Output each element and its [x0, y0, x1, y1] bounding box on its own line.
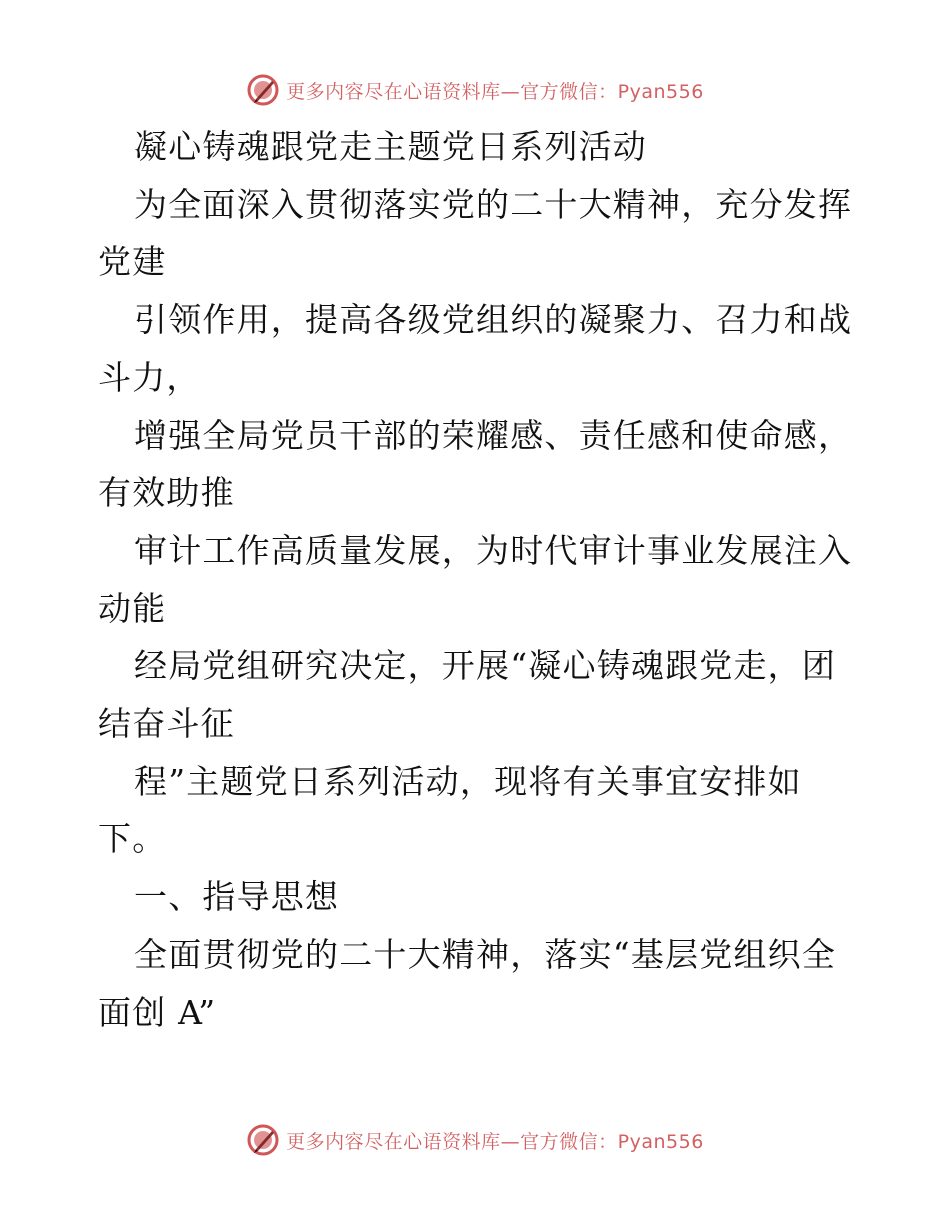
watermark-text: 更多内容尽在心语资料库—官方微信：Pyan556: [286, 1130, 704, 1153]
document-body: [98, 118, 853, 1041]
paragraph-line: 全面贯彻党的二十大精神，落实“基层党组织全面创 A”: [98, 934, 837, 1032]
pen-logo-icon: [246, 73, 280, 107]
paragraph-line: 引领作用，提高各级党组织的凝聚力、召力和战斗力，: [98, 300, 853, 397]
paragraph-line: 程”主题党日系列活动，现将有关事宜安排如下。: [98, 761, 802, 859]
paragraph-line: 为全面深入贯彻落实党的二十大精神，充分发挥党建: [98, 184, 853, 282]
section-heading: 一、指导思想: [134, 877, 340, 917]
pen-logo-icon: [246, 1123, 280, 1157]
watermark-text: 更多内容尽在心语资料库—官方微信：Pyan556: [286, 80, 704, 103]
document-title: 凝心铸魂跟党走主题党日系列活动: [134, 127, 647, 166]
paragraph-line: 审计工作高质量发展，为时代审计事业发展注入动能: [98, 530, 853, 628]
watermark-footer: [0, 1120, 950, 1160]
paragraph-line: 经局党组研究决定，开展“凝心铸魂跟党走，团结奋斗征: [98, 646, 837, 744]
watermark-header: [0, 70, 950, 110]
paragraph-line: 增强全局党员干部的荣耀感、责任感和使命感，有效助推: [98, 415, 853, 513]
